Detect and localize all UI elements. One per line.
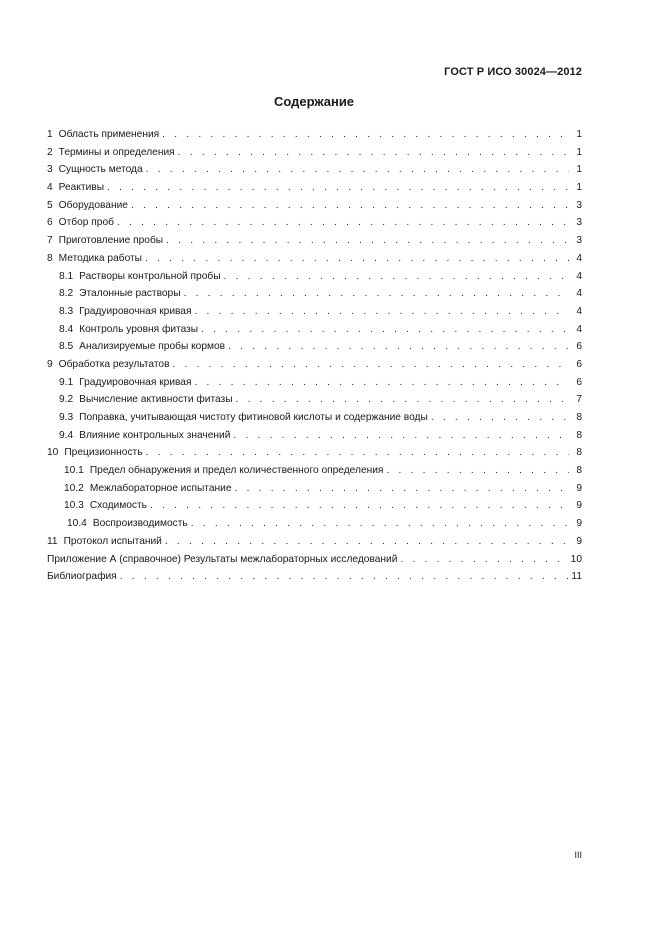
toc-entry[interactable]: [47, 161, 582, 179]
toc-entry[interactable]: [47, 303, 582, 321]
toc-entry-number: 7: [47, 235, 53, 247]
toc-entry-page: 7: [576, 394, 582, 406]
table-of-contents: [47, 126, 582, 586]
toc-entry-label: Область применения: [58, 129, 160, 140]
toc-leader-dots: [201, 321, 569, 339]
toc-entry[interactable]: [47, 285, 582, 303]
toc-entry[interactable]: [47, 497, 582, 515]
toc-leader-dots: [117, 214, 569, 232]
toc-entry-number: 10.4: [67, 518, 87, 530]
toc-entry-page: 3: [576, 235, 582, 247]
toc-entry-page: 6: [576, 376, 582, 388]
toc-entry[interactable]: [47, 568, 582, 586]
toc-entry[interactable]: [47, 356, 582, 374]
toc-entry-page: 1: [576, 129, 582, 140]
toc-leader-dots: [228, 338, 569, 356]
toc-entry-label: Анализируемые пробы кормов: [79, 341, 226, 353]
toc-title: Содержание: [273, 94, 355, 109]
toc-leader-dots: [131, 197, 569, 215]
toc-entry[interactable]: [47, 409, 582, 427]
toc-entry-label: Градуировочная кривая: [79, 376, 192, 388]
toc-entry-page: 4: [576, 252, 582, 264]
toc-entry-page: 10: [570, 553, 582, 565]
toc-entry-label: Оборудование: [58, 199, 128, 211]
page-number: III: [574, 850, 582, 860]
toc-entry-label: Градуировочная кривая: [79, 305, 192, 317]
toc-entry-page: 4: [576, 288, 582, 300]
toc-entry[interactable]: [47, 268, 582, 286]
toc-entry-label: Прецизионность: [64, 447, 143, 459]
toc-entry[interactable]: [47, 197, 582, 215]
toc-leader-dots: [184, 285, 569, 303]
toc-leader-dots: [150, 497, 569, 515]
toc-entry-label: Воспроизводимость: [92, 518, 188, 530]
toc-leader-dots: [431, 409, 569, 427]
toc-leader-dots: [166, 232, 569, 250]
toc-entry-number: 2: [47, 146, 53, 158]
toc-entry-label: Термины и определения: [58, 146, 175, 158]
toc-entry-label: Предел обнаружения и предел количественного определения: [89, 465, 384, 477]
toc-entry-label: Приготовление пробы: [58, 235, 164, 247]
toc-entry-page: 4: [576, 270, 582, 282]
toc-leader-dots: [120, 568, 569, 586]
toc-entry[interactable]: [47, 250, 582, 268]
toc-leader-dots: [195, 303, 570, 321]
toc-entry-number: 10: [47, 447, 59, 459]
toc-entry-number: 8.5: [59, 341, 74, 353]
toc-entry-page: 9: [576, 500, 582, 512]
toc-entry-page: 9: [576, 482, 582, 494]
toc-entry-number: 8: [47, 252, 53, 264]
toc-leader-dots: [107, 179, 569, 197]
toc-leader-dots: [165, 533, 569, 551]
toc-entry[interactable]: [47, 462, 582, 480]
toc-entry[interactable]: [47, 391, 582, 409]
toc-entry-page: 8: [576, 429, 582, 441]
toc-entry-number: 8.2: [59, 288, 74, 300]
toc-entry-number: 9.4: [59, 429, 74, 441]
toc-entry-number: 3: [47, 164, 53, 176]
toc-entry[interactable]: [47, 444, 582, 462]
toc-leader-dots: [236, 391, 569, 409]
toc-entry-page: 8: [576, 447, 582, 459]
toc-entry-page: 9: [576, 518, 582, 530]
toc-leader-dots: [145, 250, 569, 268]
toc-entry-label: Методика работы: [58, 252, 143, 264]
toc-leader-dots: [233, 427, 569, 445]
toc-entry[interactable]: [47, 214, 582, 232]
toc-entry[interactable]: [47, 232, 582, 250]
toc-leader-dots: [146, 161, 569, 179]
toc-leader-dots: [235, 480, 569, 498]
toc-entry-page: 1: [576, 182, 582, 194]
toc-entry-page: 3: [576, 199, 582, 211]
toc-entry-number: 10.1: [64, 465, 84, 477]
toc-entry-label: Реактивы: [58, 182, 105, 194]
toc-entry-page: 11: [571, 571, 582, 583]
toc-entry-page: 1: [576, 146, 582, 158]
toc-entry-number: 9: [47, 358, 53, 370]
toc-entry-number: 8.1: [59, 270, 74, 282]
toc-entry-page: 6: [576, 358, 582, 370]
toc-entry-page: 8: [576, 412, 582, 423]
toc-entry[interactable]: [47, 427, 582, 445]
toc-entry-label: Библиография: [47, 571, 117, 583]
toc-entry-number: 1: [47, 129, 53, 140]
toc-entry-label: Контроль уровня фитазы: [79, 323, 199, 335]
toc-entry[interactable]: [47, 374, 582, 392]
toc-leader-dots: [173, 356, 570, 374]
toc-entry-number: 11: [47, 535, 58, 547]
toc-entry-label: Отбор проб: [58, 217, 114, 229]
toc-leader-dots: [146, 444, 569, 462]
toc-entry-page: 4: [576, 305, 582, 317]
toc-entry[interactable]: [47, 321, 582, 339]
toc-entry-number: 4: [47, 182, 53, 194]
toc-entry-label: Растворы контрольной пробы: [79, 270, 221, 282]
toc-entry[interactable]: [47, 551, 582, 569]
toc-entry-label: Поправка, учитывающая чистоту фитиновой кислоты и содержание воды: [79, 412, 428, 423]
toc-entry-label: Протокол испытаний: [63, 535, 162, 547]
toc-entry-number: 10.3: [64, 500, 84, 512]
toc-entry-number: 5: [47, 199, 53, 211]
toc-entry[interactable]: [47, 144, 582, 162]
toc-entry-page: 8: [576, 465, 582, 477]
toc-entry-page: 6: [576, 341, 582, 353]
toc-entry[interactable]: [47, 480, 582, 498]
toc-entry-page: 9: [576, 535, 582, 547]
toc-entry[interactable]: [47, 179, 582, 197]
toc-entry[interactable]: [47, 338, 582, 356]
toc-entry-number: 9.3: [59, 412, 74, 423]
toc-leader-dots: [195, 374, 570, 392]
toc-leader-dots: [400, 551, 567, 569]
toc-entry-number: 6: [47, 217, 53, 229]
toc-entry-label: Обработка результатов: [58, 358, 170, 370]
toc-entry-page: 4: [576, 323, 582, 335]
toc-entry-label: Сходимость: [89, 500, 147, 512]
document-code: ГОСТ Р ИСО 30024—2012: [444, 66, 582, 78]
toc-leader-dots: [386, 462, 569, 480]
toc-entry-number: 9.1: [59, 376, 74, 388]
toc-entry-number: 9.2: [59, 394, 74, 406]
toc-entry-number: 10.2: [64, 482, 84, 494]
toc-entry-number: 8.3: [59, 305, 74, 317]
toc-entry-label: Приложение А (справочное) Результаты межлабораторных исследований: [47, 553, 398, 565]
toc-entry[interactable]: [47, 515, 582, 533]
toc-entry-label: Вычисление активности фитазы: [79, 394, 233, 406]
toc-entry[interactable]: [47, 533, 582, 551]
toc-entry-page: 3: [576, 217, 582, 229]
toc-entry-label: Межлабораторное испытание: [89, 482, 232, 494]
toc-entry-label: Влияние контрольных значений: [79, 429, 231, 441]
toc-entry-number: 8.4: [59, 323, 74, 335]
toc-entry-label: Сущность метода: [58, 164, 143, 176]
toc-leader-dots: [224, 268, 569, 286]
toc-leader-dots: [178, 144, 569, 162]
toc-leader-dots: [191, 515, 569, 533]
toc-leader-dots: [162, 126, 569, 144]
toc-entry[interactable]: [47, 126, 582, 144]
toc-entry-label: Эталонные растворы: [79, 288, 181, 300]
toc-entry-page: 1: [576, 164, 582, 176]
